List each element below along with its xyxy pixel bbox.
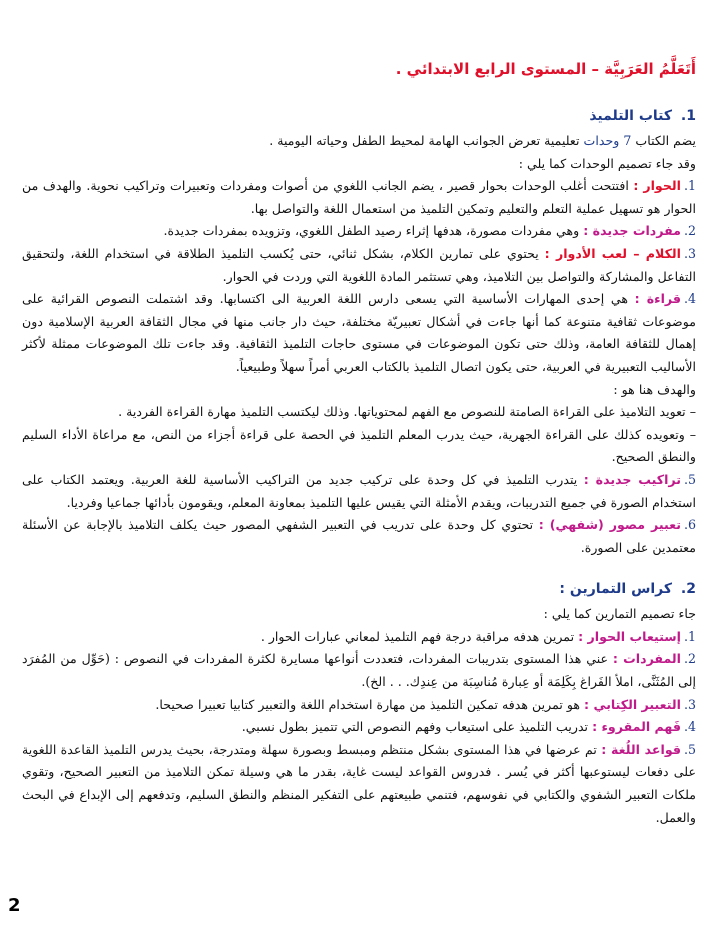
item-dialogue bbox=[22, 175, 696, 220]
item-number: 1. bbox=[683, 628, 696, 644]
intro-text-a: يضم الكتاب bbox=[631, 133, 696, 148]
item-text: افتتحت أغلب الوحدات بحوار قصير ، يضم الجانب اللغوي من أصوات ومفردات وتعبيرات وتراكيب نحوية. والهدف من الحوار هو تسهيل عملية التعلم والتعليم وتمكين التلميذ من استعمال اللغة والتواصل بها. bbox=[22, 178, 696, 216]
section1-intro bbox=[22, 130, 696, 153]
item-number: 2. bbox=[683, 651, 696, 667]
item-text: يحتوي على تمارين الكلام، بشكل ثنائي، حتى يُكسب التلميذ الطلاقة في استخدام اللغة، ولتحقيق التفاعل والمشاركة والتواصل بين التلاميذ، وهي تستثمر المادة اللغوية التي وردت في الحوار. bbox=[22, 245, 696, 284]
item-label: فَهم المقروء : bbox=[592, 719, 681, 735]
page-number: 2 bbox=[8, 895, 21, 916]
item-text: عني هذا المستوى بتدريبات المفردات، فتعددت أنواعها مسايرة لكثرة المفردات في النصوص : (حَوِّل من المُفرَد إلى المُثَنَّى، املأ الفَراغ بِكَلِمَة أو عِبارة مُناسِبَة من عِندِك. . . الخ). bbox=[22, 651, 696, 690]
item-label: المفردات : bbox=[612, 651, 681, 667]
item-speaking bbox=[22, 243, 696, 288]
item-number: 4. bbox=[683, 719, 696, 735]
item-number: 3. bbox=[683, 696, 696, 712]
units-count: 7 وحدات bbox=[583, 133, 632, 148]
intro-text-b: تعليمية تعرض الجوانب الهامة لمحيط الطفل وحياته اليومية . bbox=[269, 133, 584, 148]
item-text: هو تمرين هدفه تمكين التلميذ من مهارة استخدام اللغة والتعبير كتابيا تعبيرا صحيحا. bbox=[155, 696, 585, 712]
item-number: 5. bbox=[683, 471, 696, 487]
page-title: أَتَعَلَّمُ العَرَبِيَّة – المستوى الرابع الابتدائي . bbox=[395, 60, 696, 78]
item-text: يتدرب التلميذ في كل وحدة على تركيب جديد من التراكيب الأساسية للغة العربية. ويعتمد الكتاب على استخدام الصورة في جميع التدريبات، ويقدم الأمثلة التي يقيس عليها التلميذ بمعاونة المعلم، ويقومون بأدائها جماعيا وفرديا. bbox=[22, 471, 696, 510]
goal-item: – وتعويده كذلك على القراءة الجهرية، حيث يدرب المعلم التلميذ في الحصة على قراءة أجزاء من النص، مع مراعاة الأداء السليم والنطق الصحيح. bbox=[22, 426, 696, 465]
section2-title: كراس التمارين : bbox=[559, 581, 673, 598]
item-structures bbox=[22, 469, 696, 514]
item-label: الحوار : bbox=[633, 178, 681, 194]
item-text: تم عرضها في هذا المستوى بشكل منتظم ومبسط وبصورة سهلة ومتدرجة، بحيث يدرس التلميذ القاعدة اللغوية على دفعات ليستوعبها أكثر في يُسر . فدروس القواعد ليست غاية، بقدر ما هي وسيلة تمكن التلاميذ من التعبير الصحيح، وتقوي ملكات التعبير الشفوي والكتابي في نفوسهم، فتنمي طبيعتهم على التفكير المنظم والنطق السليم، وتدفعهم إلى الإبداع في البحث والعمل. bbox=[22, 741, 696, 825]
exercise-item bbox=[22, 648, 696, 693]
goal-intro: والهدف هنا هو : bbox=[613, 381, 696, 397]
item-label: مفردات جديدة : bbox=[583, 223, 681, 239]
section1-heading bbox=[22, 108, 696, 124]
section-gap bbox=[22, 559, 696, 581]
item-text: تحتوي كل وحدة على تدريب في التعبير الشفهي المصور حيث يكلف التلاميذ بالإجابة عن الأسئلة معتمدين على الصورة. bbox=[22, 517, 696, 555]
exercise-item bbox=[22, 694, 696, 717]
item-text: هي إحدى المهارات الأساسية التي يسعى دارس اللغة العربية الى اكتسابها. وقد اشتملت النصوص القرائية على موضوعات ثقافية متنوعة كما أنها جاءت في أشكال تعبيريّة مختلفة، حيث دار جانب منها في مجال الثقافة العربية الإسلامية دون إهمال للثقافة العامة، وذلك حتى تكون الموضوعات في مستوى حاجات التلميذ الثقافية. وقد جاءت تلك الموضوعات ممثلة لأكثر الأساليب التعبيرية في العربية، حتى يكون اتصال التلميذ بالكتاب العربي أمراً سهلاً وطبيعياً. bbox=[22, 291, 696, 374]
item-text: تدريب التلميذ على استيعاب وفهم النصوص التي تتميز بطول نسبي. bbox=[241, 719, 593, 735]
item-number: 5. bbox=[683, 741, 697, 757]
item-label: تعبير مصور (شفهي) : bbox=[538, 517, 681, 533]
item-label: قراءة : bbox=[634, 291, 681, 307]
page-content bbox=[22, 60, 696, 829]
section1-intro-2: وقد جاء تصميم الوحدات كما يلي : bbox=[518, 155, 696, 171]
section2-intro: جاء تصميم التمارين كما يلي : bbox=[543, 606, 696, 622]
item-text: وهي مفردات مصورة، هدفها إثراء رصيد الطفل اللغوي، وتزويده بمفردات جديدة. bbox=[163, 223, 584, 239]
section1-number: 1. bbox=[680, 108, 696, 124]
section2-number: 2. bbox=[680, 581, 696, 598]
exercise-item bbox=[22, 626, 696, 649]
item-text: تمرين هدفه مراقبة درجة فهم التلميذ لمعاني عبارات الحوار . bbox=[260, 628, 579, 644]
section2-heading bbox=[22, 581, 696, 597]
section1-title: كتاب التلميذ bbox=[589, 108, 673, 124]
item-label: إستيعاب الحوار : bbox=[578, 628, 681, 644]
item-oral-expression bbox=[22, 514, 696, 559]
item-number: 1. bbox=[683, 178, 696, 194]
item-vocabulary bbox=[22, 220, 696, 243]
item-label: قواعد اللُغة : bbox=[601, 741, 681, 757]
item-reading bbox=[22, 288, 696, 378]
item-number: 6. bbox=[683, 517, 696, 533]
exercise-item bbox=[22, 739, 696, 829]
item-label: التعبير الكِتابي : bbox=[584, 696, 681, 712]
goal-item: – تعويد التلاميذ على القراءة الصامتة للنصوص مع الفهم لمحتوياتها. وذلك ليكتسب التلميذ مهارة القراءة الفردية . bbox=[118, 404, 696, 420]
item-number: 4. bbox=[683, 291, 696, 307]
item-number: 3. bbox=[683, 245, 696, 261]
item-label: تراكيب جديدة : bbox=[583, 471, 681, 487]
item-label: الكلام – لعب الأدوار : bbox=[544, 245, 681, 261]
exercise-item bbox=[22, 716, 696, 739]
item-number: 2. bbox=[683, 223, 696, 239]
